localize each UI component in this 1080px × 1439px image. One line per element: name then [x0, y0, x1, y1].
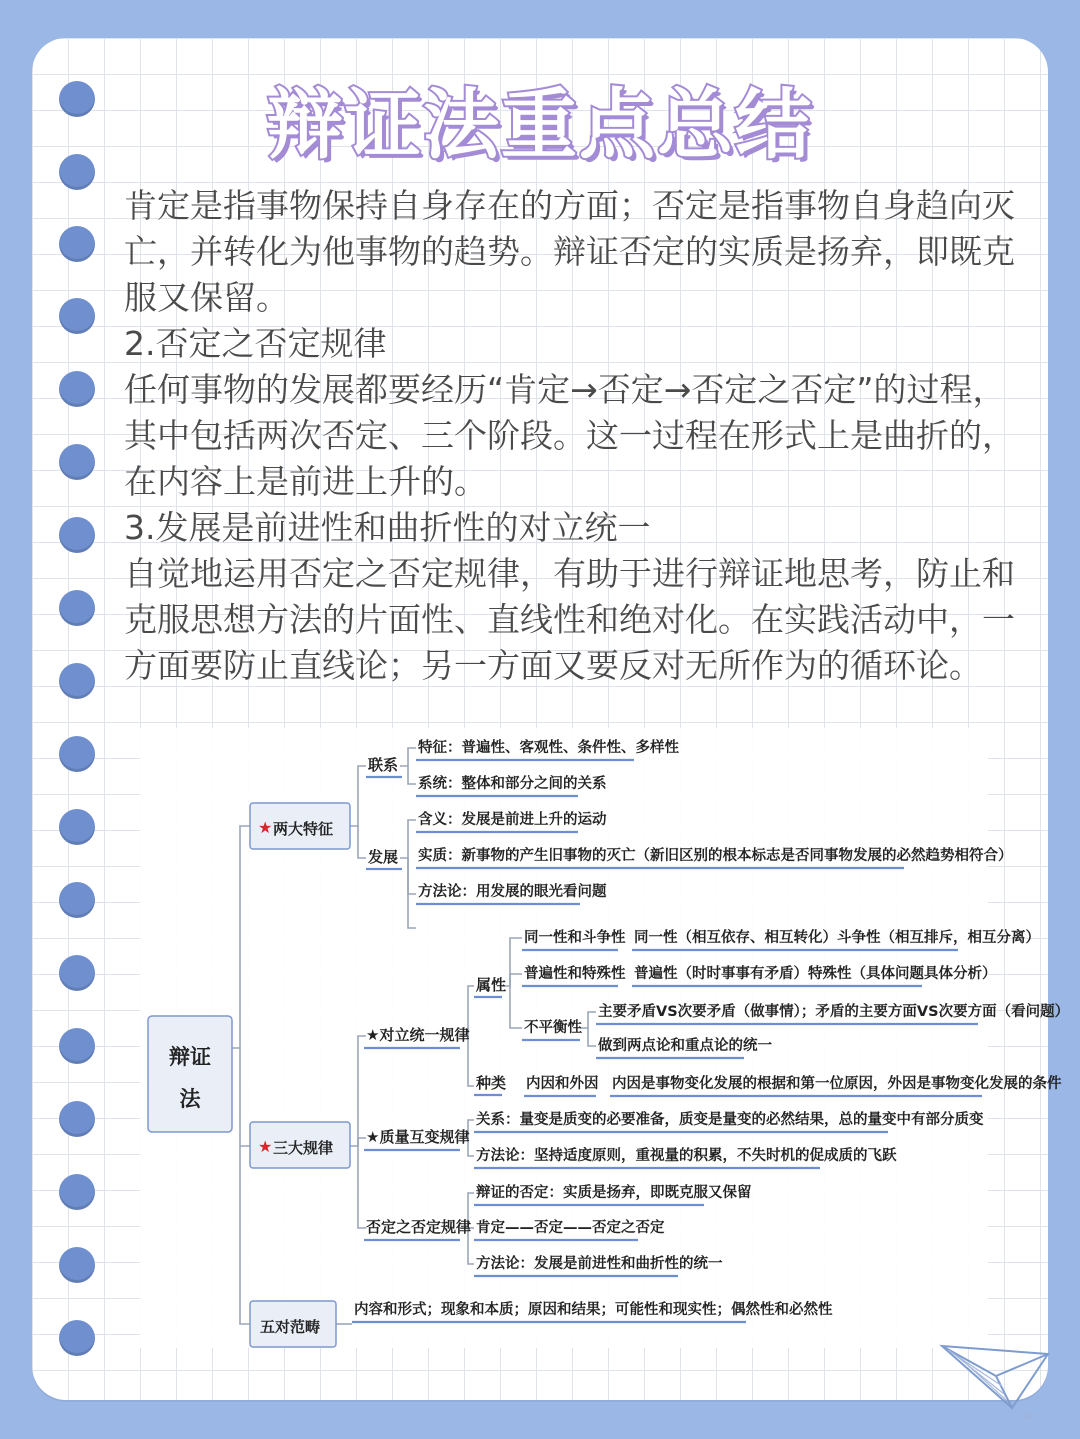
- page-title: 辩证法重点总结: [267, 80, 813, 169]
- heading-development: 3.发展是前进性和曲折性的对立统一: [124, 508, 651, 547]
- binder-hole: [59, 1247, 95, 1283]
- negation-item: 辩证的否定：实质是扬弃，即既克服又保留: [476, 1185, 752, 1201]
- binder-hole: [59, 882, 95, 918]
- attr-imbalance-desc: 主要矛盾VS次要矛盾（做事情）；矛盾的主要方面VS次要方面（看问题）: [598, 1004, 1070, 1020]
- heading-negation-law: 2.否定之否定规律: [124, 324, 387, 363]
- star-icon: ★: [258, 818, 273, 837]
- branch-two-features-label: 两大特征: [273, 820, 334, 838]
- attr-universality: 普遍性和特殊性: [524, 966, 626, 982]
- attr-imbalance: 不平衡性: [524, 1020, 582, 1036]
- law-unity-of-opposites: ★对立统一规律: [366, 1026, 470, 1044]
- internal-external: 内因和外因: [526, 1076, 599, 1092]
- quantity-quality-item: 方法论：坚持适度原则，重视量的积累，不失时机的促成质的飞跃: [476, 1148, 897, 1164]
- paragraph-development: 自觉地运用否定之否定规律，有助于进行辩证地思考，防止和克服思想方法的片面性、直线性和绝对化。在实践活动中，一方面要防止直线论；另一方面又要反对无所作为的循环论。: [124, 554, 1015, 685]
- branch-three-laws-label: 三大规律: [273, 1139, 334, 1157]
- five-categories-desc: 内容和形式；现象和本质；原因和结果；可能性和现实性；偶然性和必然性: [354, 1302, 833, 1318]
- binder-hole: [59, 1101, 95, 1137]
- attr-universality-desc: 普遍性（时时事事有矛盾）特殊性（具体问题具体分析）: [634, 966, 997, 982]
- root-node: [148, 1016, 232, 1132]
- attr-identity-struggle: 同一性和斗争性: [524, 930, 626, 946]
- negation-item: 肯定——否定——否定之否定: [476, 1220, 665, 1236]
- attr-imbalance-desc: 做到两点论和重点论的统一: [598, 1038, 772, 1054]
- attr-identity-struggle-desc: 同一性（相互依存、相互转化）斗争性（相互排斥，相互分离）: [634, 930, 1040, 946]
- binder-hole: [59, 298, 95, 334]
- binder-hole: [59, 1028, 95, 1064]
- binder-hole: [59, 226, 95, 262]
- mind-map: [140, 728, 1070, 1348]
- lianxi-item: 系统：整体和部分之间的关系: [418, 776, 607, 792]
- binder-hole: [59, 663, 95, 699]
- paragraph-negation-law: 任何事物的发展都要经历“肯定→否定→否定之否定”的过程，其中包括两次否定、三个阶段。这一过程在形式上是曲折的，在内容上是前进上升的。: [124, 370, 1015, 501]
- node-zhonglei: 种类: [476, 1074, 507, 1092]
- fazhan-item: 方法论：用发展的眼光看问题: [418, 884, 607, 900]
- branch-five-categories-label: 五对范畴: [260, 1318, 321, 1336]
- node-fazhan: 发展: [368, 848, 399, 866]
- binder-hole: [59, 955, 95, 991]
- law-quantity-quality: ★质量互变规律: [366, 1128, 470, 1146]
- lianxi-item: 特征：普遍性、客观性、条件性、多样性: [418, 740, 679, 756]
- binder-hole: [59, 809, 95, 845]
- binder-hole: [59, 590, 95, 626]
- law-negation-of-negation: 否定之否定规律: [366, 1218, 472, 1236]
- root-label-line1: 辩证: [169, 1045, 211, 1069]
- binder-hole: [59, 371, 95, 407]
- fazhan-item: 实质：新事物的产生旧事物的灭亡（新旧区别的根本标志是否同事物发展的必然趋势相符合）: [418, 848, 1013, 864]
- binder-hole: [59, 517, 95, 553]
- root-label-line2: 法: [179, 1087, 201, 1111]
- internal-external-desc: 内因是事物变化发展的根据和第一位原因，外因是事物变化发展的条件: [612, 1076, 1062, 1092]
- node-lianxi: 联系: [368, 756, 399, 774]
- fazhan-item: 含义：发展是前进上升的运动: [418, 812, 607, 828]
- negation-item: 方法论：发展是前进性和曲折性的统一: [476, 1256, 723, 1272]
- paper-plane-icon: [938, 1336, 1056, 1426]
- node-shuxing: 属性: [476, 976, 507, 994]
- binder-hole: [59, 1174, 95, 1210]
- star-icon: ★: [258, 1137, 273, 1156]
- paragraph-negation: 肯定是指事物保持自身存在的方面；否定是指事物自身趋向灭亡，并转化为他事物的趋势。辩证否定的实质是扬弃，即既克服又保留。: [124, 186, 1015, 317]
- binder-hole: [59, 444, 95, 480]
- quantity-quality-item: 关系：量变是质变的必要准备，质变是量变的必然结果，总的量变中有部分质变: [476, 1112, 984, 1128]
- binder-hole: [59, 1320, 95, 1356]
- body-text: [124, 183, 1029, 689]
- binder-hole: [59, 736, 95, 772]
